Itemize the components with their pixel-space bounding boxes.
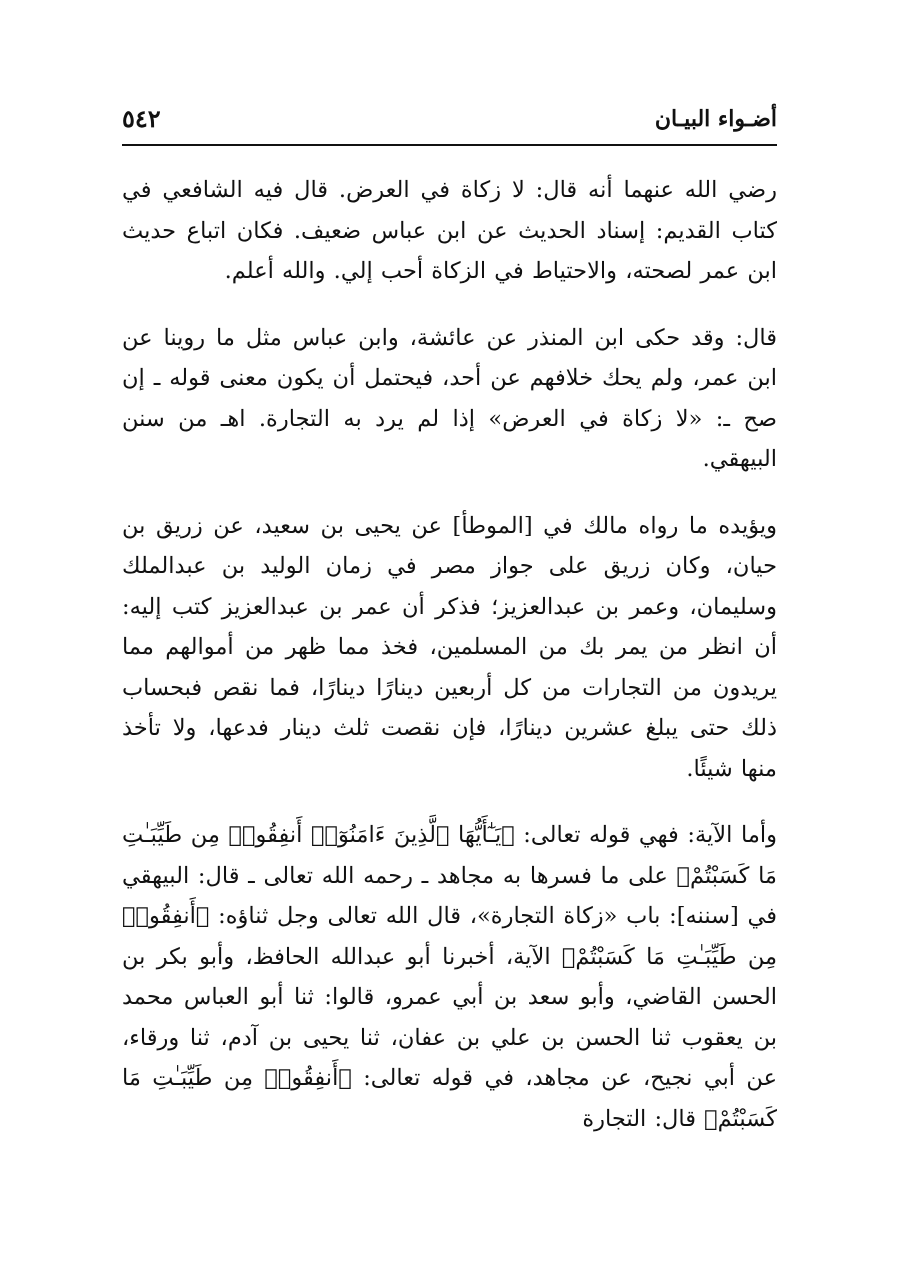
paragraph-1: رضي الله عنهما أنه قال: لا زكاة في العرض. قال فيه الشافعي في كتاب القديم: إسناد الحديث عن ابن عباس ضعيف. فكان اتباع حديث ابن عمر لصحته، والاحتياط في الزكاة أحب إلي. والله أعلم. xyxy=(122,177,777,284)
paragraph-3: ويؤيده ما رواه مالك في [الموطأ] عن يحيى بن سعيد، عن زريق بن حيان، وكان زريق على جواز مصر في زمان الوليد بن عبدالملك وسليمان، وعمر بن عبدالعزيز؛ فذكر أن عمر بن عبدالعزيز كتب إليه: أن انظر من يمر بك من المسلمين، فخذ مما ظهر من أموالهم مما يريدون من التجارات من كل أربعين دينارًا دينارًا، فما نقص فبحساب ذلك حتى يبلغ عشرين دينارًا، فإن نقصت ثلث دينار فدعها، ولا تأخذ منها شيئًا. xyxy=(122,512,777,782)
book-page xyxy=(122,100,777,1139)
page-number: ٥٤٢ xyxy=(122,104,161,133)
paragraph-4: وأما الآية: فهي قوله تعالى: ﴿يَـٰٓأَيُّهَا ٱلَّذِينَ ءَامَنُوٓا۟ أَنفِقُوا۟ مِن طَيِّبَـٰتِ مَا كَسَبْتُمْ﴾ على ما فسرها به مجاهد ـ رحمه الله تعالى ـ قال: البيهقي في [سننه]: باب «زكاة التجارة»، قال الله تعالى وجل ثناؤه: ﴿أَنفِقُوا۟ مِن طَيِّبَـٰتِ مَا كَسَبْتُمْ﴾ الآية، أخبرنا أبو عبدالله الحافظ، وأبو بكر بن الحسن القاضي، وأبو سعد بن أبي عمرو، قالوا: ثنا أبو العباس محمد بن يعقوب ثنا الحسن بن علي بن عفان، ثنا يحيى بن آدم، ثنا ورقاء، عن أبي نجيح، عن مجاهد، في قوله تعالى: ﴿أَنفِقُوا۟ مِن طَيِّبَـٰتِ مَا كَسَبْتُمْ﴾ قال: التجارة xyxy=(122,822,777,1132)
running-header xyxy=(122,100,777,146)
paragraph-2: قال: وقد حكى ابن المنذر عن عائشة، وابن عباس مثل ما روينا عن ابن عمر، ولم يحك خلافهم عن أحد، فيحتمل أن يكون معنى قوله ـ إن صح ـ: «لا زكاة في العرض» إذا لم يرد به التجارة. اهـ من سنن البيهقي. xyxy=(122,324,777,472)
page-body xyxy=(122,170,777,1139)
book-title: أضـواء البيـان xyxy=(654,106,777,132)
